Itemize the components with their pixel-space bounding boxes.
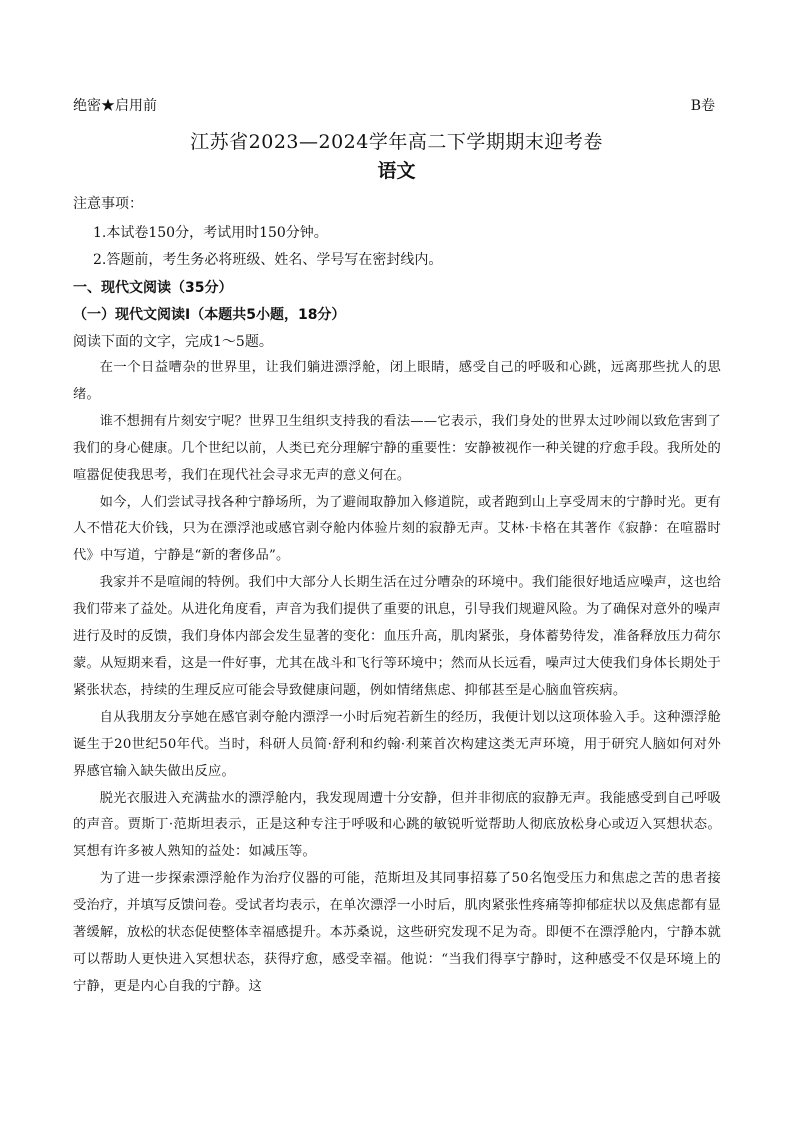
subsection-heading: （一）现代文阅读Ⅰ（本题共5小题，18分） — [73, 307, 346, 323]
notice-item: 1.本试卷150分，考试用时150分钟。 — [93, 225, 328, 241]
passage-paragraph: 脱光衣服进入充满盐水的漂浮舱内，我发现周遭十分安静，但并非彻底的寂静无声。我能感受到自己呼吸的声音。贾斯丁·范斯坦表示，正是这种专注于呼吸和心跳的敏锐听觉帮助人彻底放松身心或迈入冥想状态。冥想有许多被人熟知的益处：如减压等。 — [73, 790, 721, 860]
passage-paragraph: 谁不想拥有片刻安宁呢？世界卫生组织支持我的看法——它表示，我们身处的世界太过吵闹以致危害到了我们的身心健康。几个世纪以前，人类已充分理解宁静的重要性：安静被视作一种关键的疗愈手段。我所处的喧嚣促使我思考，我们在现代社会寻求无声的意义何在。 — [73, 413, 721, 483]
passage-paragraph: 我家并不是喧闹的特例。我们中大部分人长期生活在过分嘈杂的环境中。我们能很好地适应噪声，这也给我们带来了益处。从进化角度看，声音为我们提供了重要的讯息，引导我们规避风险。为了确保对意外的噪声进行及时的反馈，我们身体内部会发生显著的变化：血压升高，肌肉紧张，身体蓄势待发，准备释放压力荷尔蒙。从短期来看，这是一件好事，尤其在战斗和飞行等环境中；然而从长远看，噪声过大使我们身体长期处于紧张状态，持续的生理反应可能会导致健康问题，例如情绪焦虑、抑郁甚至是心脑血管疾病。 — [73, 575, 721, 698]
notice-item: 2.答题前，考生务必将班级、姓名、学号写在密封线内。 — [93, 252, 443, 268]
reading-passage — [73, 355, 721, 1001]
subject-title: 语文 — [377, 160, 416, 182]
exam-title: 江苏省2023—2024学年高二下学期期末迎考卷 — [190, 131, 603, 153]
passage-paragraph: 如今，人们尝试寻找各种宁静场所，为了避闹取静加入修道院，或者跑到山上享受周末的宁静时光。更有人不惜花大价钱，只为在漂浮池或感官剥夺舱内体验片刻的寂静无声。艾林·卡格在其著作《寂静：在喧嚣时代》中写道，宁静是“新的奢侈品”。 — [73, 494, 721, 564]
confidential-mark: 绝密★启用前 — [73, 98, 157, 114]
passage-paragraph: 为了进一步探索漂浮舱作为治疗仪器的可能，范斯坦及其同事招募了50名饱受压力和焦虑之苦的患者接受治疗，并填写反馈问卷。受试者均表示，在单次漂浮一小时后，肌肉紧张性疼痛等抑郁症状以及焦虑都有显著缓解，放松的状态促使整体幸福感提升。本苏桑说，这些研究发现不足为奇。即便不在漂浮舱内，宁静本就可以帮助人更快进入冥想状态，获得疗愈，感受幸福。他说：“当我们得享宁静时，这种感受不仅是环境上的宁静，更是内心自我的宁静。这 — [73, 871, 721, 994]
section-heading: 一、现代文阅读（35分） — [73, 280, 233, 296]
paper-version: B卷 — [690, 98, 715, 114]
notice-label: 注意事项： — [73, 196, 143, 212]
page-header — [73, 95, 715, 117]
passage-paragraph: 自从我朋友分享她在感官剥夺舱内漂浮一小时后宛若新生的经历，我便计划以这项体验入手。这种漂浮舱诞生于20世纪50年代。当时，科研人员简·舒利和约翰·利莱首次构建这类无声环境，用于研究人脑如何对外界感官输入缺失做出反应。 — [73, 709, 721, 779]
passage-paragraph: 在一个日益嘈杂的世界里，让我们躺进漂浮舱，闭上眼睛，感受自己的呼吸和心跳，远离那些扰人的思绪。 — [73, 360, 721, 402]
reading-prompt: 阅读下面的文字，完成1～5题。 — [73, 334, 273, 350]
